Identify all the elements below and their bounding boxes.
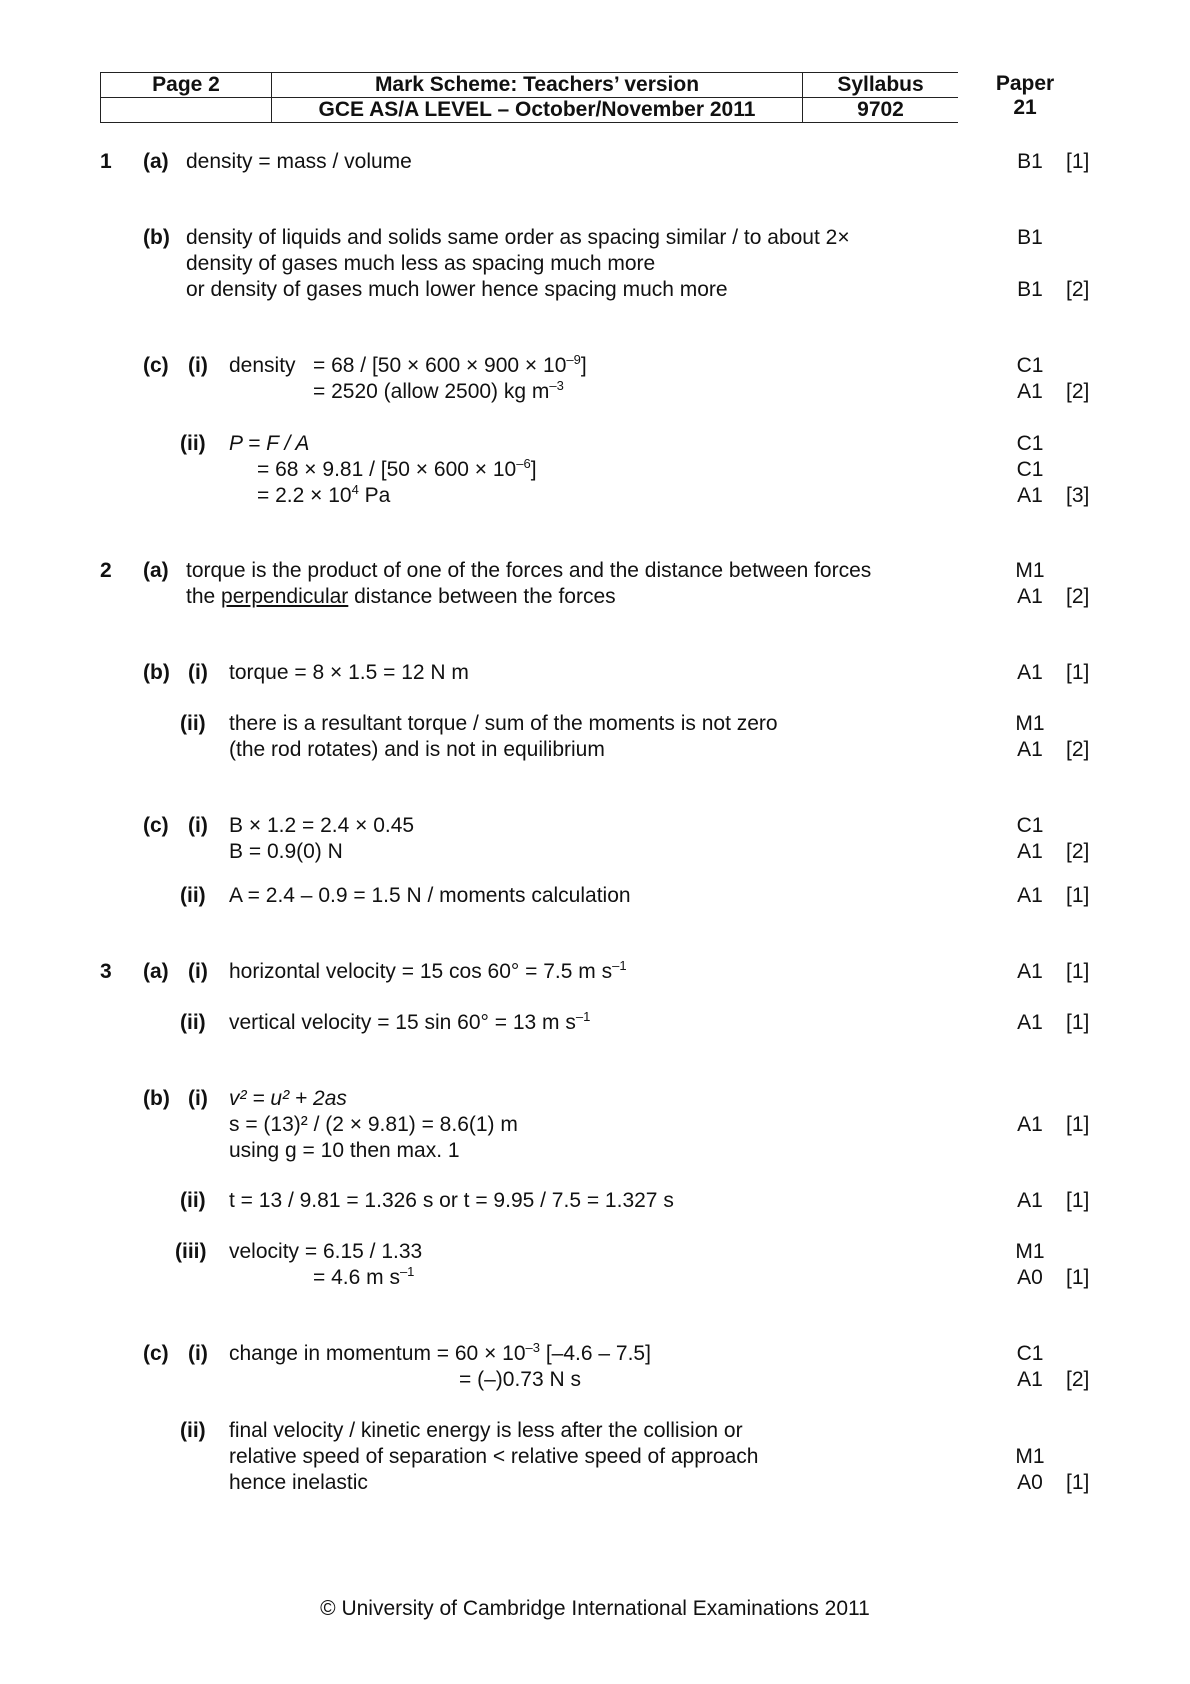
mark-code: A1 — [1017, 1189, 1043, 1212]
mark-total: [1] — [1066, 1471, 1090, 1494]
exponent: 4 — [351, 482, 359, 497]
part-label: (b) — [143, 226, 170, 249]
answer-text — [257, 457, 537, 483]
mark-code: A1 — [1017, 585, 1043, 608]
question-number: 3 — [100, 960, 112, 983]
answer-text — [229, 1086, 347, 1112]
mark-code: C1 — [1016, 1342, 1044, 1365]
answer-text — [257, 483, 390, 509]
syllabus-label: Syllabus — [803, 73, 959, 98]
exam-session: GCE AS/A LEVEL – October/November 2011 — [272, 98, 803, 123]
answer-text — [229, 959, 627, 985]
mark-total: [1] — [1066, 661, 1090, 684]
mark-code: A1 — [1017, 661, 1043, 684]
equation-part: = 4.6 m s — [313, 1266, 400, 1289]
subpart-label: (ii) — [180, 884, 206, 907]
subpart-label: (i) — [188, 814, 208, 837]
answer-text: there is a resultant torque / sum of the moments is not zero — [229, 712, 778, 735]
subpart-label: (ii) — [180, 712, 206, 735]
header-empty-cell — [101, 98, 272, 123]
answer-text: B = 0.9(0) N — [229, 840, 343, 863]
answer-text — [229, 1341, 651, 1367]
syllabus-code: 9702 — [803, 98, 959, 123]
answer-text: A = 2.4 – 0.9 = 1.5 N / moments calculation — [229, 884, 631, 907]
answer-text — [229, 431, 309, 457]
answer-text — [229, 1010, 590, 1036]
subpart-label: (ii) — [180, 1419, 206, 1442]
answer-text: = (–)0.73 N s — [459, 1368, 581, 1391]
mark-code: A1 — [1017, 738, 1043, 761]
mark-code: A1 — [1017, 380, 1043, 403]
mark-total: [2] — [1066, 738, 1090, 761]
copyright-footer: © University of Cambridge International Examinations 2011 — [320, 1597, 870, 1620]
answer-text: hence inelastic — [229, 1471, 368, 1494]
answer-text — [313, 353, 587, 379]
part-label: (c) — [143, 354, 169, 377]
paper-header — [990, 72, 1060, 120]
mark-code: A1 — [1017, 884, 1043, 907]
paper-label: Paper — [995, 72, 1055, 95]
exponent: –9 — [566, 352, 581, 367]
answer-text: relative speed of separation < relative speed of approach — [229, 1445, 759, 1468]
answer-text: density of gases much less as spacing much more — [186, 252, 656, 275]
mark-total: [1] — [1066, 884, 1090, 907]
mark-total: [2] — [1066, 380, 1090, 403]
page-label: Page 2 — [101, 73, 272, 98]
answer-text: t = 13 / 9.81 = 1.326 s or t = 9.95 / 7.5 = 1.327 s — [229, 1189, 674, 1212]
subpart-label: (ii) — [180, 1011, 206, 1034]
answer-text — [313, 1265, 414, 1291]
mark-code: B1 — [1017, 278, 1043, 301]
part-label: (c) — [143, 1342, 169, 1365]
part-label: (c) — [143, 814, 169, 837]
answer-text: torque = 8 × 1.5 = 12 N m — [229, 661, 469, 684]
answer-text: final velocity / kinetic energy is less after the collision or — [229, 1419, 743, 1442]
text-part: distance between the forces — [348, 585, 616, 608]
equation-part: [–4.6 – 7.5] — [540, 1342, 651, 1365]
answer-text: density of liquids and solids same order as spacing similar / to about 2× — [186, 226, 850, 249]
mark-total: [1] — [1066, 1113, 1090, 1136]
mark-code: A1 — [1017, 840, 1043, 863]
header-table — [100, 72, 958, 123]
part-label: (a) — [143, 960, 169, 983]
answer-text: density — [229, 354, 296, 377]
equation-part: = 2520 (allow 2500) kg m — [313, 380, 550, 403]
mark-total: [3] — [1066, 484, 1090, 507]
mark-code: C1 — [1016, 432, 1044, 455]
mark-code: A0 — [1017, 1266, 1043, 1289]
mark-total: [2] — [1066, 840, 1090, 863]
question-number: 1 — [100, 150, 112, 173]
mark-code: M1 — [1015, 559, 1045, 582]
mark-total: [1] — [1066, 960, 1090, 983]
exponent: –1 — [575, 1009, 591, 1024]
equation-part: horizontal velocity = 15 cos 60° = 7.5 m s — [229, 960, 613, 983]
subpart-label: (i) — [188, 1087, 208, 1110]
mark-total: [1] — [1066, 1189, 1090, 1212]
part-label: (b) — [143, 661, 170, 684]
part-label: (b) — [143, 1087, 170, 1110]
exponent: –1 — [399, 1264, 415, 1279]
answer-text: (the rod rotates) and is not in equilibrium — [229, 738, 605, 761]
subpart-label: (i) — [188, 1342, 208, 1365]
mark-code: B1 — [1017, 226, 1043, 249]
mark-code: M1 — [1015, 1445, 1045, 1468]
mark-total: [2] — [1066, 278, 1090, 301]
answer-text: torque is the product of one of the forces and the distance between forces — [186, 559, 872, 582]
part-label: (a) — [143, 559, 169, 582]
answer-text: or density of gases much lower hence spacing much more — [186, 278, 728, 301]
equation-part: ] — [530, 458, 537, 481]
mark-total: [1] — [1066, 1266, 1090, 1289]
equation-part: Pa — [358, 484, 391, 507]
subpart-label: (iii) — [175, 1240, 207, 1263]
answer-text: B × 1.2 = 2.4 × 0.45 — [229, 814, 415, 837]
mark-total: [1] — [1066, 150, 1090, 173]
mark-total: [2] — [1066, 585, 1090, 608]
equation-part: vertical velocity = 15 sin 60° = 13 m s — [229, 1011, 576, 1034]
document-title: Mark Scheme: Teachers’ version — [272, 73, 803, 98]
exponent: –3 — [549, 378, 564, 393]
equation-part: = 2.2 × 10 — [257, 484, 352, 507]
answer-text: velocity = 6.15 / 1.33 — [229, 1240, 423, 1263]
answer-text — [313, 379, 564, 405]
mark-code: M1 — [1015, 1240, 1045, 1263]
mark-code: A1 — [1017, 484, 1043, 507]
text-part: the — [186, 585, 222, 608]
equation-part: = 68 / [50 × 600 × 900 × 10 — [313, 354, 567, 377]
equation-part: v² = u² + 2as — [229, 1087, 347, 1110]
subpart-label: (i) — [188, 354, 208, 377]
mark-code: B1 — [1017, 150, 1043, 173]
mark-code: A1 — [1017, 1113, 1043, 1136]
mark-code: C1 — [1016, 354, 1044, 377]
equation-part: change in momentum = 60 × 10 — [229, 1342, 526, 1365]
mark-code: A0 — [1017, 1471, 1043, 1494]
mark-total: [2] — [1066, 1368, 1090, 1391]
subpart-label: (i) — [188, 960, 208, 983]
underlined-keyword: perpendicular — [221, 585, 349, 608]
mark-code: M1 — [1015, 712, 1045, 735]
answer-text: density = mass / volume — [186, 150, 412, 173]
subpart-label: (i) — [188, 661, 208, 684]
paper-code: 21 — [1013, 96, 1037, 119]
mark-code: C1 — [1016, 814, 1044, 837]
part-label: (a) — [143, 150, 169, 173]
mark-code: A1 — [1017, 1011, 1043, 1034]
exponent: –6 — [516, 456, 531, 471]
mark-code: C1 — [1016, 458, 1044, 481]
subpart-label: (ii) — [180, 432, 206, 455]
equation-part: = 68 × 9.81 / [50 × 600 × 10 — [257, 458, 517, 481]
subpart-label: (ii) — [180, 1189, 206, 1212]
answer-text — [186, 584, 616, 610]
exponent: –3 — [525, 1340, 540, 1355]
mark-code: A1 — [1017, 960, 1043, 983]
answer-text: using g = 10 then max. 1 — [229, 1139, 460, 1162]
question-number: 2 — [100, 559, 112, 582]
mark-total: [1] — [1066, 1011, 1090, 1034]
exponent: –1 — [612, 958, 627, 973]
equation-part: ] — [580, 354, 587, 377]
equation-part: P = F / A — [229, 432, 310, 455]
answer-text: s = (13)² / (2 × 9.81) = 8.6(1) m — [229, 1113, 518, 1136]
mark-code: A1 — [1017, 1368, 1043, 1391]
